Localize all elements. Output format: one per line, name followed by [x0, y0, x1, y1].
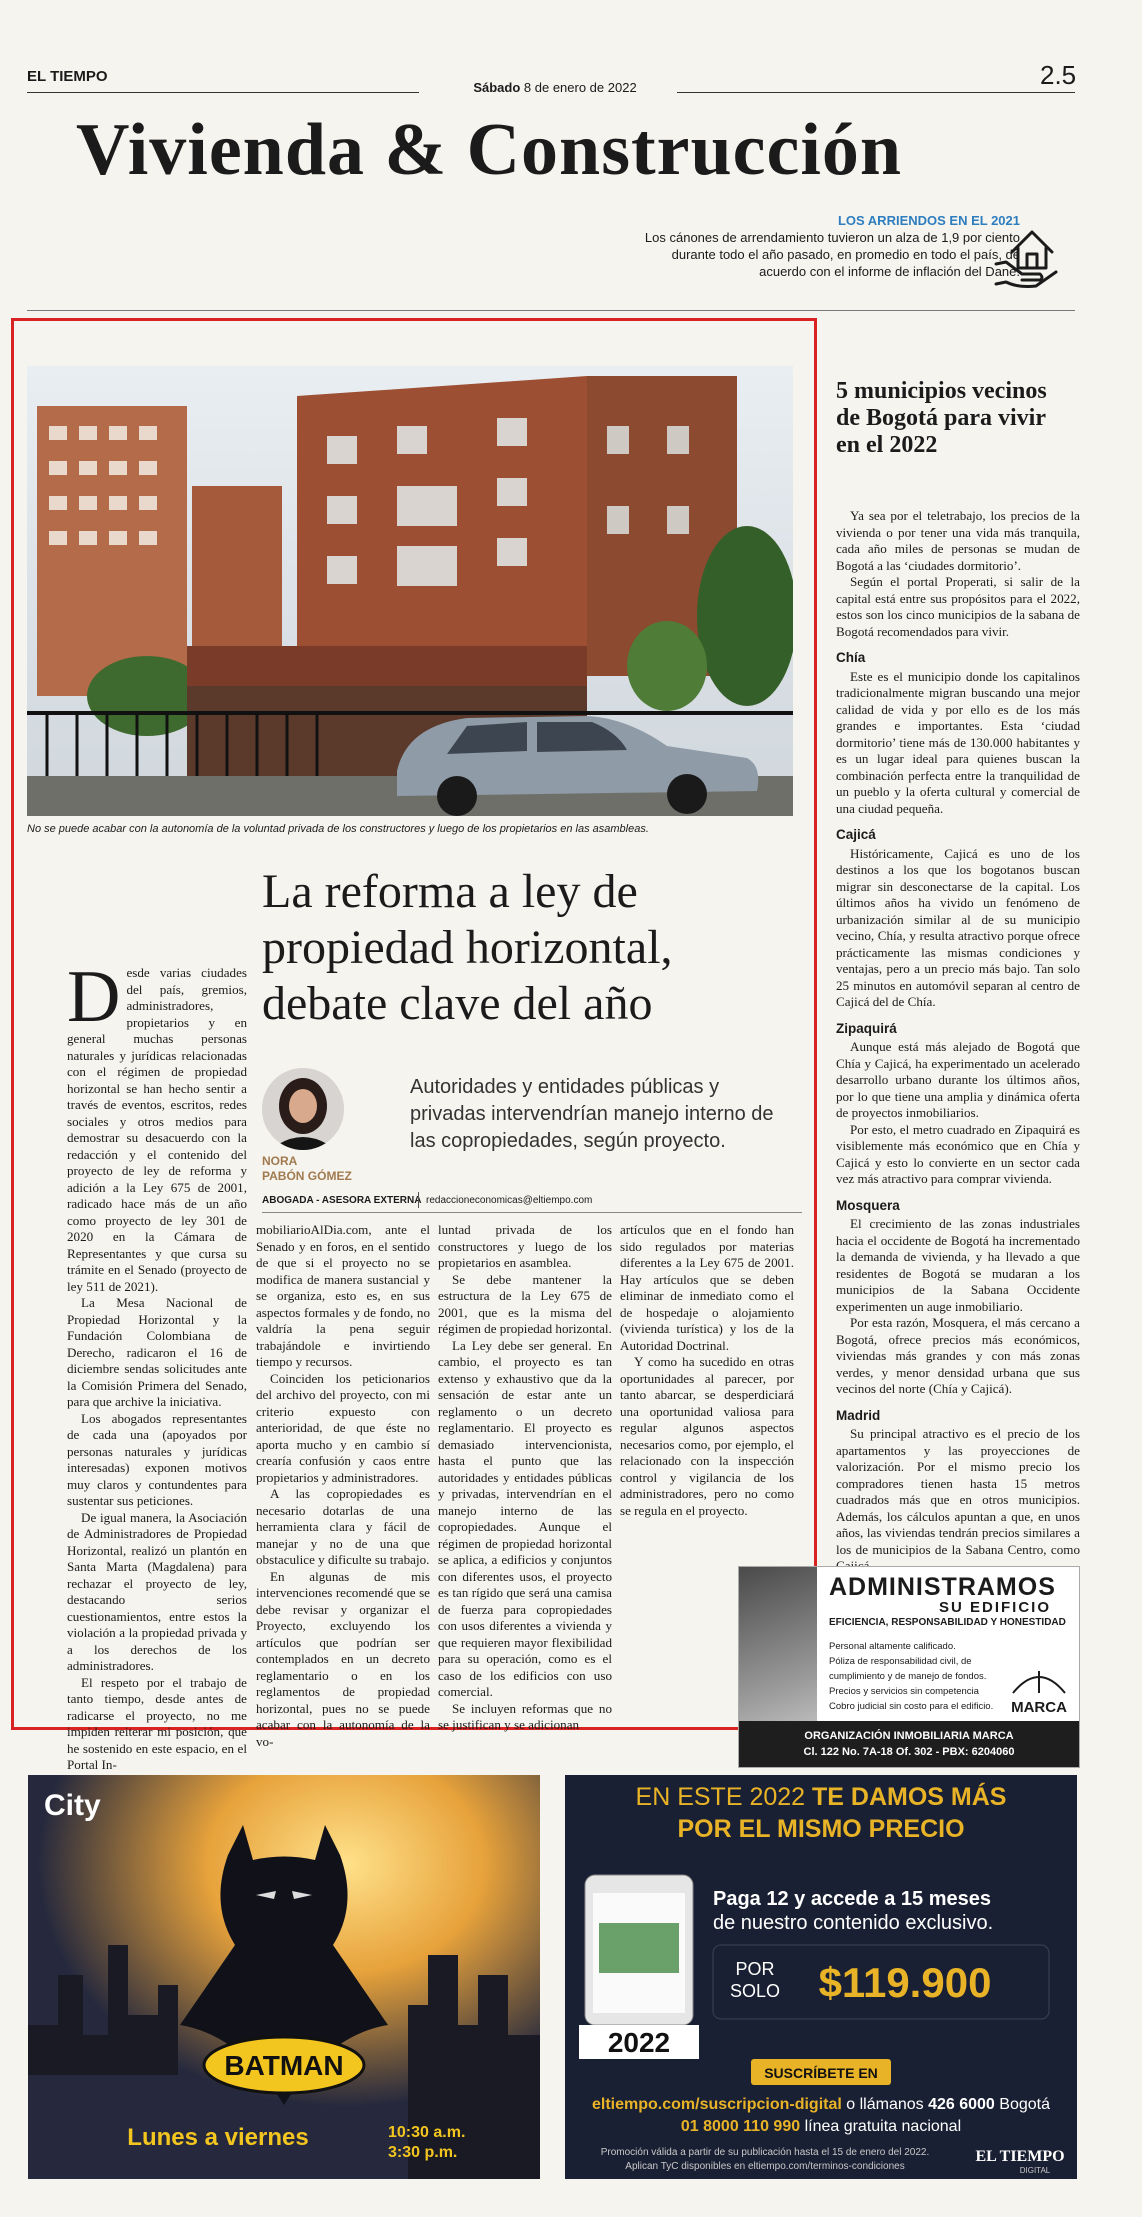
promo-line2: POR EL MISMO PRECIO [677, 1815, 965, 1843]
drop-cap: D [67, 956, 121, 1038]
marca-logo-text: MARCA [1011, 1699, 1067, 1716]
toll-free-label: línea gratuita nacional [804, 2118, 962, 2135]
ad-feature: Cobro judicial sin costo para el edificio. [829, 1701, 994, 1712]
eltiempo-logo: EL TIEMPO [975, 2148, 1065, 2165]
sidebar-paragraph: Este es el municipio donde los capitalinos tradicionalmente migran buscando una mejor calidad de vida y por ello es de los más grandes e importantes. Esta ‘ciudad dormitorio’ tiene más de 130.000 habitantes y es un lugar ideal para quienes buscan la combinación perfecta entre la tranquilidad de un pueblo y la oferta cultural y comercial de una ciudad pequeña. [836, 668, 1080, 816]
sidebar-paragraph: Aunque está más alejado de Bogotá que Chía y Cajicá, ha experimentado un acelerado desarrollo urbano durante los últimos años, por lo que tiene una amplia y dinámica oferta de proyectos inmobiliarios. [836, 1039, 1080, 1120]
or-call: o llámanos [846, 2096, 924, 2113]
phone-city: Bogotá [999, 2096, 1051, 2113]
article-summary: Autoridades y entidades públicas y privadas intervendrían manejo interno de las copropiedades, según proyecto. [410, 1076, 774, 1152]
subscribe-url[interactable]: eltiempo.com/suscripcion-digital [591, 2096, 842, 2113]
paragraph: Se debe mantener la estructura de la Ley 675 de 2001, que es la misma del régimen de propiedad horizontal. [438, 1271, 612, 1336]
ad-city-batman[interactable] [28, 1775, 540, 2179]
newspaper-brand: EL TIEMPO [27, 68, 108, 85]
author-last-name: PABÓN GÓMEZ [262, 1169, 352, 1183]
paragraph: De igual manera, la Asociación de Administradores de Propiedad Horizontal, realizó un plantón en Santa Marta (Magdalena) para rechazar el proyecto de ley, destacando serios cuestionamientos, entre estos la violación a la propiedad privada y a los derechos de los administradores. [67, 1509, 247, 1673]
toll-free-number: 01 8000 110 990 [680, 2118, 801, 2135]
paragraph: luntad privada de los constructores y luego de los propietarios en asamblea. [438, 1222, 612, 1270]
sidebar-paragraph: El crecimiento de las zonas industriales hacia el occidente de Bogotá ha incrementado la demanda de vivienda, y ha llevado a que residentes de Bogotá se mudaran a los municipios de la Sabana Occidente experimenten un auge inmobiliario. [836, 1216, 1080, 1314]
paragraph: Los abogados representantes de cada una (apoyados por personas naturales y jurídicas interesadas) exponen motivos muy claros y contundentes para sustentar sus peticiones. [67, 1410, 247, 1508]
author-role: ABOGADA - ASESORA EXTERNA [262, 1195, 422, 1206]
sidebar-intro: Ya sea por el teletrabajo, los precios de la vivienda o por tener una vida más tranquila, cada año miles de personas se mudan de Bogotá a las ‘ciudades dormitorio’. [836, 508, 1080, 573]
phone-number: 426 6000 [928, 2096, 995, 2113]
subscribe-cta[interactable]: SUSCRÍBETE EN [764, 2065, 878, 2081]
ad-feature: Precios y servicios sin competencia [829, 1686, 979, 1697]
svg-text:eltiempo.com/suscripcion-digit [592, 2096, 1050, 2113]
paragraph: Se incluyen reformas que no se justifican y se adicionan [438, 1700, 612, 1732]
sidebar-intro: Según el portal Properati, si salir de la capital está entre sus propósitos para el 2022, estos son los cinco municipios de la sabana de Bogotá recomendados para vivir. [836, 574, 1080, 639]
body-column-4 [620, 1222, 794, 1519]
ad-subscription[interactable] [565, 1775, 1077, 2179]
paragraph: El respeto por el trabajo de tanto tiempo, desde antes de radicarse el proyecto, no me impiden reiterar mi posición, que he sostenido en este espacio, en el Portal In- [67, 1674, 247, 1772]
year-badge: 2022 [607, 2027, 671, 2058]
author-first-name: NORA [262, 1154, 298, 1168]
fine-print-2: Aplican TyC disponibles en eltiempo.com/terminos-condiciones [625, 2161, 905, 2172]
teaser-kicker: LOS ARRIENDOS EN EL 2021 [837, 213, 1020, 228]
ad-contact-bar [739, 1721, 1079, 1767]
paragraph: esde varias ciudades del país, gremios, administradores, propietarios y en general muchas personas naturales y jurídicas relacionadas con el régimen de propiedad horizontal se han hecho sentir a través de eventos, escritos, redes sociales y otros medios para demostrar su desacuerdo con la redacción y el contenido del proyecto de ley de reforma y adición a la Ley 675 de 2001, radicado hace más de un año como proyecto de ley 301 de 2020 en la Cámara de Representantes y que cursa su trámite en el Senado (proyecto de ley 511 de 2021). [67, 965, 247, 1294]
date-day: Sábado [473, 80, 521, 95]
ad-feature: cumplimiento y de manejo de fondos. [829, 1671, 987, 1682]
paragraph: La Ley debe ser general. En cambio, el proyecto es tan extenso y exhaustivo que da la sensación de estar ante un reglamento o un decreto reglamentario. El proyecto es demasiado intervencionista, hasta el punto que las autoridades y entidades públicas y privadas, intervendrían en el manejo interno de las copropiedades. Aunque el régimen de propiedad horizontal se aplica, a edificios y conjuntos con diferentes usos, el proyecto es tan rígido que será una camisa de fuerza para copropiedades con usos diferentes a vivienda y que requieren mayor flexibilidad para su operación, como es el caso de los edificios con uso comercial. [438, 1337, 612, 1699]
ad-feature: Póliza de responsabilidad civil, de [829, 1656, 972, 1667]
rent-teaser [640, 212, 1020, 280]
ad-administramos[interactable] [738, 1566, 1080, 1768]
page-number: 2.5 [1040, 60, 1077, 90]
fine-print-1: Promoción válida a partir de su publicación hasta el 15 de enero del 2022. [600, 2147, 930, 2158]
ad-subtitle: SU EDIFICIO [939, 1599, 1052, 1616]
city-channel-logo: City [44, 1789, 101, 1822]
sidebar-heading-cajica: Cajicá [836, 827, 876, 842]
ad-address: Cl. 122 No. 7A-18 Of. 302 - PBX: 6204060 [803, 1746, 1015, 1758]
author-divider [418, 1192, 419, 1208]
paragraph: La Mesa Nacional de Propiedad Horizontal y la Fundación Colombiana de Derecho, radicaron el 16 de diciembre sendas solicitudes ante la Comisión Primera del Senado, para que archive la iniciativa. [67, 1295, 247, 1409]
promo-line1-bold: TE DAMOS MÁS [812, 1783, 1007, 1811]
body-column-3 [438, 1222, 612, 1734]
price-por: POR [735, 1959, 775, 1979]
header-rule-bottom [27, 310, 1075, 311]
ad-title: ADMINISTRAMOS [829, 1573, 1056, 1601]
show-time-1: 10:30 a.m. [388, 2124, 466, 2141]
edition-date [440, 80, 670, 95]
price-value: $119.900 [818, 1959, 992, 2006]
author-avatar [262, 1068, 344, 1150]
sidebar-paragraph: Por esta razón, Mosquera, el más cercano a Bogotá, ofrece precios más económicos, viviendas más grandes y con más zonas verdes, y menor densidad urbana que sus vecinos del norte (Chía y Cajicá). [836, 1315, 1080, 1396]
paragraph: En algunas de mis intervenciones recomendé que se debe revisar y organizar el Proyecto, excluyendo los artículos que podrían ser contemplados en un decreto reglamentario o en los reglamentos de propiedad horizontal, pues no se puede acabar con la autonomía de la vo- [256, 1568, 430, 1749]
byline-rule [262, 1212, 802, 1213]
offer-rest: de nuestro contenido exclusivo. [713, 1912, 994, 1934]
sidebar-body [836, 508, 1080, 1575]
house-hand-icon [992, 218, 1062, 290]
teaser-text: Los cánones de arrendamiento tuvieron un alza de 1,9 por ciento durante todo el año pasado, en promedio en todo el país, de acuerdo con el informe de inflación del Dane. [644, 230, 1020, 279]
show-days: Lunes a viernes [127, 2124, 309, 2151]
body-column-2 [256, 1222, 430, 1750]
svg-text:EN ESTE 2022 TE DAMOS MÁ [636, 1782, 1007, 1811]
sidebar-paragraph: Históricamente, Cajicá es uno de los destinos a los que los bogotanos buscan migrar sin desconectarse de la capital. Los últimos años ha vivido un fenómeno de urbanización similar al de su municipio vecino, Chía, y resulta atractivo porque ofrece prácticamente las mismas condiciones y ventajas, pero a un precio más bajo. Tan solo 25 minutos en automóvil separan al centro de Cajicá del de Chía. [836, 845, 1080, 1009]
sidebar-heading-mosquera: Mosquera [836, 1197, 900, 1213]
offer-bold: Paga 12 y accede a 15 meses [713, 1888, 991, 1910]
sidebar-title: 5 municipios vecinos de Bogotá para vivir en el 2022 [836, 378, 1047, 458]
article-photo [27, 366, 793, 816]
author-email[interactable]: redaccioneconomicas@eltiempo.com [426, 1195, 593, 1206]
author-name [262, 1154, 382, 1184]
eltiempo-logo-sub: DIGITAL [1019, 2166, 1051, 2175]
promo-line1-light: EN ESTE 2022 [635, 1783, 806, 1811]
ad-features [829, 1639, 1009, 1714]
ad-org: ORGANIZACIÓN INMOBILIARIA MARCA [804, 1730, 1014, 1742]
header-rule-left [27, 92, 419, 93]
paragraph: artículos que en el fondo han sido regulados por materias diferentes a la Ley 675 de 2001. Hay artículos que se deben eliminar de inmediato como el de hospedaje o alojamiento (vivienda turística) y los de la Autoridad Doctrinal. [620, 1222, 794, 1353]
section-title: Vivienda & Construcción [76, 109, 903, 191]
date-rest: 8 de enero de 2022 [523, 80, 637, 95]
sidebar-paragraph: Su principal atractivo es el precio de los apartamentos y las proyecciones de valorización. Por el mismo precio los compradores tienen hasta 15 metros cuadrados más que en otros municipios. Además, los cálculos apuntan a que, en unos años, las viviendas tendrán precios similares a los de municipios de la Sabana Centro, como [836, 1426, 1080, 1557]
show-title: BATMAN [224, 2050, 344, 2081]
ad-feature: Personal altamente calificado. [829, 1641, 956, 1652]
marca-logo [1001, 1667, 1077, 1716]
show-time-2: 3:30 p.m. [388, 2144, 458, 2161]
paragraph: A las copropiedades es necesario dotarlas de una herramienta clara y fácil de manejar y no de una que obstaculice y dificulte su trabajo. [256, 1486, 430, 1567]
paragraph: mobiliarioAlDia.com, ante el Senado y en foros, en el sentido de que si el proyecto no se modifica de manera sustancial y se organiza, esto es, en sus aspectos formales y de fondo, no valdría la pena seguir trabajándole e invirtiendo tiempo y recursos. [256, 1222, 430, 1369]
sidebar-heading-madrid: Madrid [836, 1407, 881, 1423]
body-column-1 [67, 956, 247, 1774]
sidebar-heading-chia: Chía [836, 650, 866, 665]
paragraph: Y como ha sucedido en otras oportunidades al parecer, por tanto abarcar, se desperdiciará una oportunidad valiosa para regular algunos aspectos necesarios como, por ejemplo, el relacionado con la inspección control y vigilancia de los administradores, pero no como se regula en el proyecto. [620, 1354, 794, 1518]
photo-caption: No se puede acabar con la autonomía de la voluntad privada de los constructores y luego de los propietarios en las asambleas. [27, 823, 649, 835]
sidebar-paragraph: Por esto, el metro cuadrado en Zipaquirá es visiblemente más económico que en Chía y Cajicá y esto lo convierte en un sector cada vez más atractivo para comprar vivienda. [836, 1121, 1080, 1186]
ad-tagline: EFICIENCIA, RESPONSABILIDAD Y HONESTIDAD [829, 1617, 1066, 1628]
price-solo: SOLO [729, 1981, 781, 2001]
svg-text:01 8000 110 990 línea gr [681, 2118, 961, 2135]
article-headline: La reforma a ley de propiedad horizontal, debate clave del año [262, 865, 673, 1030]
sidebar-heading-zipaquira: Zipaquirá [836, 1020, 897, 1036]
paragraph: Coinciden los peticionarios del archivo del proyecto, con mi criterio expuesto con anterioridad, de que éste no aporta mucho y en cambio sí crearía confusión y caos entre propietarios y administradores. [256, 1370, 430, 1485]
header-rule-right [677, 92, 1075, 93]
